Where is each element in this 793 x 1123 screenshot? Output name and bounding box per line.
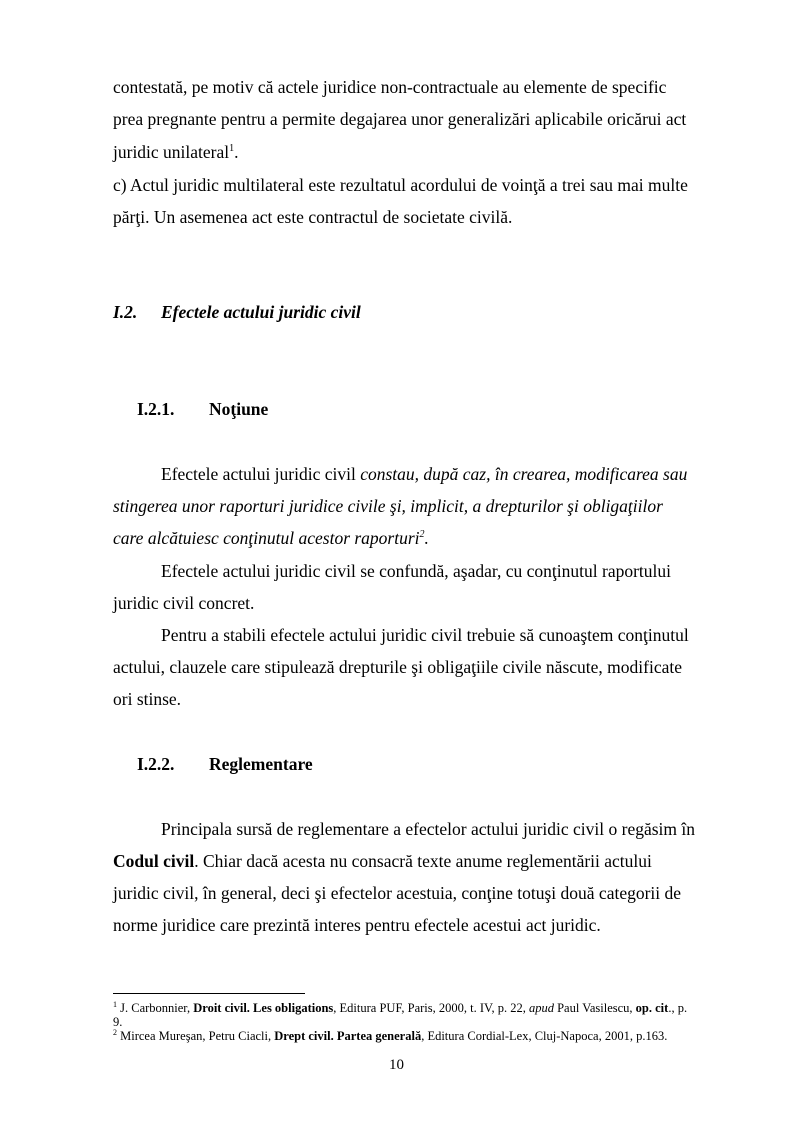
- footnote-separator: [113, 993, 305, 994]
- footnote-1-continued: 9.: [113, 1015, 123, 1029]
- paragraph-line: Codul civil. Chiar dacă acesta nu consacră texte anume reglementării actului: [113, 851, 652, 871]
- paragraph-line: care alcătuiesc conţinutul acestor raporturi$^2$.: [113, 528, 429, 548]
- paragraph-line: Efectele actului juridic civil constau, după caz, în crearea, modificarea sau: [161, 464, 688, 484]
- paragraph-line: actului, clauzele care stipulează drepturile şi obligaţiile civile născute, modificate: [113, 657, 682, 677]
- footnote-1: $^1$ J. Carbonnier, Droit civil. Les obligations, Editura PUF, Paris, 2000, t. IV, p. 22, apud Paul Vasilescu, op. cit., p.: [113, 999, 688, 1015]
- subsection-title: Noţiune: [209, 399, 269, 419]
- paragraph-line: stingerea unor raporturi juridice civile şi, implicit, a drepturilor şi obligaţiilor: [113, 496, 663, 516]
- paragraph-line: Efectele actului juridic civil se confundă, aşadar, cu conţinutul raportului: [161, 561, 672, 581]
- paragraph-line: ori stinse.: [113, 689, 182, 709]
- subsection-number: I.2.1.: [137, 399, 175, 419]
- paragraph-line: Pentru a stabili efectele actului juridic civil trebuie să cunoaştem conţinutul: [161, 625, 689, 645]
- paragraph-line: părţi. Un asemenea act este contractul de societate civilă.: [113, 207, 513, 227]
- footnote-ref[interactable]: 2: [419, 529, 425, 541]
- footnote-ref[interactable]: 1: [229, 143, 235, 155]
- paragraph-line: norme juridice care prezintă interes pentru efectele acestui act juridic.: [113, 915, 601, 935]
- footnote-2: $^2$ Mircea Mureşan, Petru Ciacli, Drept civil. Partea generală, Editura Cordial-Lex, Cluj-Napoca, 2001, p.163.: [113, 1027, 668, 1043]
- paragraph-line: prea pregnante pentru a permite degajarea unor generalizări aplicabile oricărui act: [113, 109, 687, 129]
- section-number: I.2.: [113, 302, 138, 322]
- paragraph-line: Principala sursă de reglementare a efectelor actului juridic civil o regăsim în: [161, 819, 696, 839]
- subsection-number: I.2.2.: [137, 754, 175, 774]
- section-title: Efectele actului juridic civil: [161, 302, 361, 322]
- subsection-title: Reglementare: [209, 754, 313, 774]
- page-number: 10: [389, 1057, 404, 1073]
- paragraph-line: juridic civil concret.: [113, 593, 255, 613]
- paragraph-line: contestată, pe motiv că actele juridice non-contractuale au elemente de specific: [113, 77, 667, 97]
- paragraph-line: juridic unilateral$^1$.: [113, 142, 239, 162]
- list-item-c: c) Actul juridic multilateral este rezultatul acordului de voinţă a trei sau mai multe: [113, 175, 688, 195]
- paragraph-line: juridic civil, în general, deci şi efectelor acestuia, conţine totuşi două categorii de: [113, 883, 682, 903]
